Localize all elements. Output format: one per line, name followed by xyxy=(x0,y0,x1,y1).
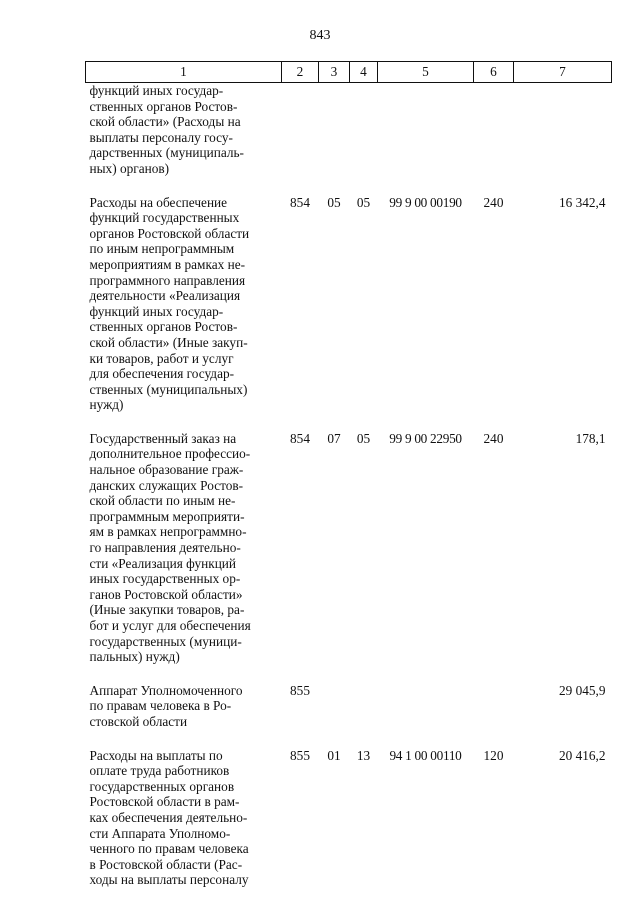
row-rz xyxy=(319,83,350,177)
row-pr: 05 xyxy=(356,430,371,446)
row-vr xyxy=(474,683,514,730)
row-csr: 99 9 00 22950 xyxy=(389,430,462,446)
table-row xyxy=(86,431,612,665)
row-pr xyxy=(350,683,378,730)
row-ved: 854 xyxy=(290,430,310,446)
row-csr xyxy=(378,83,474,177)
page-number: 843 xyxy=(309,28,331,43)
row-sum: 178,1 xyxy=(575,430,606,446)
header-col-2: 2 xyxy=(282,62,319,83)
row-ved: 854 xyxy=(290,194,310,210)
row-sum: 29 045,9 xyxy=(558,682,606,698)
row-csr: 99 9 00 00190 xyxy=(389,194,462,210)
row-ved: 855 xyxy=(290,747,310,763)
row-name: Расходы на выплаты по оплате труда работников государственных органов Ростовской области в рам- ках обеспечения деятельно- сти Аппарата Уполномо- ченного по правам человека в Ростовской области (Рас- ходы на выплаты персоналу xyxy=(89,747,249,888)
header-col-3: 3 xyxy=(319,62,350,83)
row-rz: 07 xyxy=(327,430,341,446)
row-name: Государственный заказ на дополнительное профессио- нальное образование граж- данских служащих Ростов- ской области по иным не- программным мероприяти- ям в рамках непрограммно- го направления деятельно- сти «Реализация функций иных государственных ор- ганов Ростовской области» (Иные закупки товаров, ра- бот и услуг для обеспечения государственных (муници- пальных) нужд) xyxy=(89,430,251,665)
header-col-4: 4 xyxy=(350,62,378,83)
row-rz: 01 xyxy=(327,747,341,763)
row-csr: 94 1 00 00110 xyxy=(389,747,462,763)
row-pr xyxy=(350,83,378,177)
row-ved xyxy=(282,83,319,177)
row-vr: 240 xyxy=(483,430,504,446)
row-pr: 05 xyxy=(356,194,371,210)
header-col-5: 5 xyxy=(378,62,474,83)
row-name: функций иных государ- ственных органов Ростов- ской области» (Расходы на выплаты персоналу госу- дарственных (муниципаль- ных) органов) xyxy=(89,83,244,176)
row-rz: 05 xyxy=(327,194,341,210)
table-row xyxy=(86,748,612,888)
row-rz xyxy=(319,683,350,730)
row-sum xyxy=(514,83,612,177)
row-pr: 13 xyxy=(356,747,371,763)
row-vr: 240 xyxy=(483,194,504,210)
header-col-7: 7 xyxy=(514,62,612,83)
budget-table xyxy=(85,61,612,888)
table-row xyxy=(86,683,612,730)
header-row xyxy=(86,62,612,83)
table-row xyxy=(86,83,612,177)
row-name: Аппарат Уполномоченного по правам человека в Ро- стовской области xyxy=(89,682,243,729)
header-col-6: 6 xyxy=(474,62,514,83)
row-ved: 855 xyxy=(290,682,310,698)
table-row xyxy=(86,195,612,413)
row-vr: 120 xyxy=(483,747,504,763)
row-name: Расходы на обеспечение функций государственных органов Ростовской области по иным непрограммным мероприятиям в рамках не- программного направления деятельности «Реализация функций иных государ- ственных органов Ростов- ской области» (Иные закуп- ки товаров, работ и услуг для обеспечения государ- ственных (муниципальных) нужд) xyxy=(89,194,250,413)
row-csr xyxy=(378,683,474,730)
row-vr xyxy=(474,83,514,177)
row-sum: 20 416,2 xyxy=(558,747,606,763)
header-col-1: 1 xyxy=(86,62,282,83)
row-sum: 16 342,4 xyxy=(558,194,606,210)
